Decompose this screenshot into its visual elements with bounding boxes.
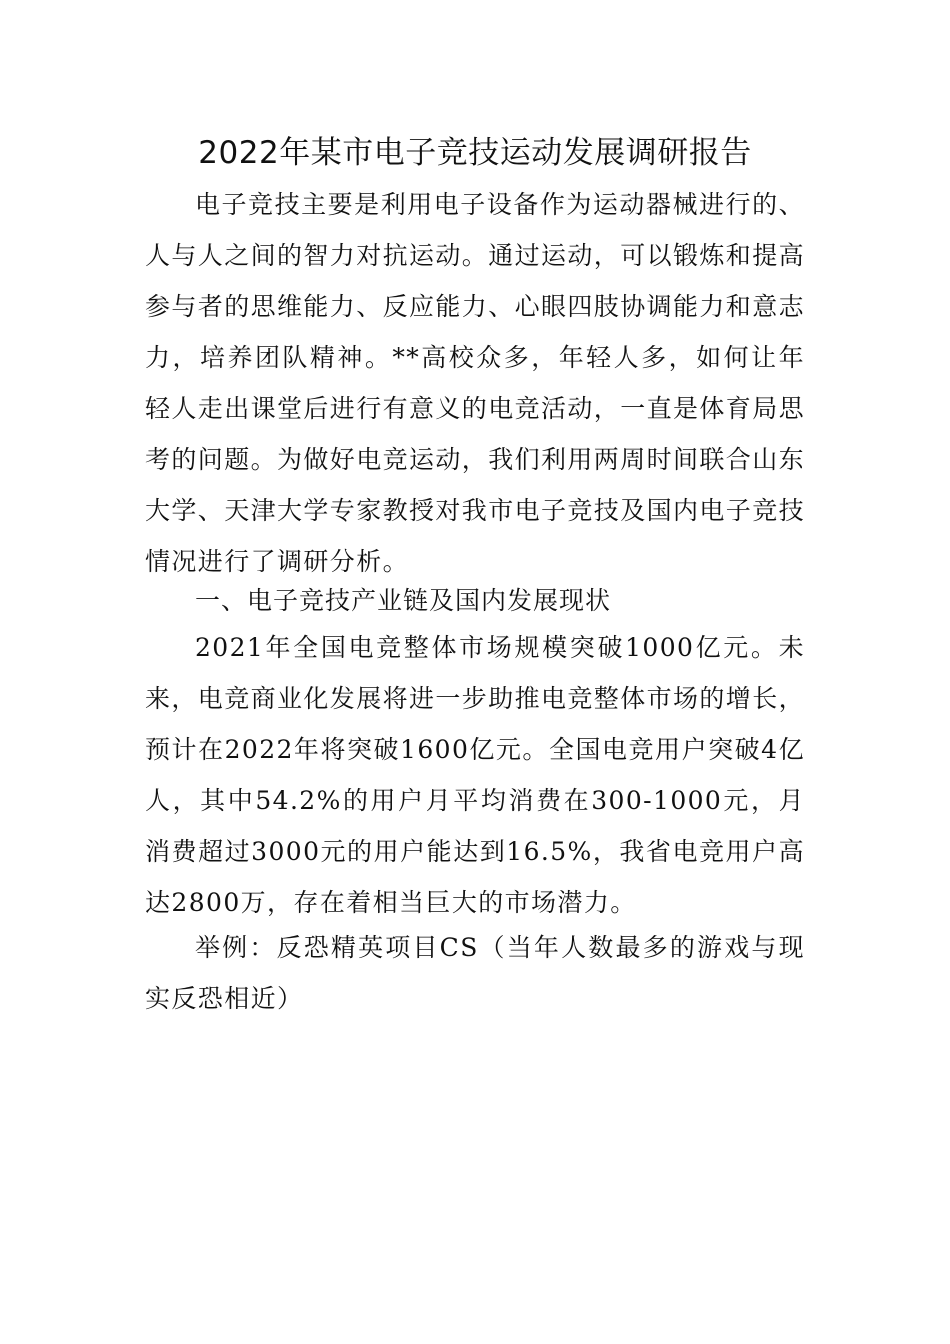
document-title: 2022年某市电子竞技运动发展调研报告 xyxy=(198,135,752,171)
market-paragraph: 2021年全国电竞整体市场规模突破1000亿元。未来，电竞商业化发展将进一步助推电竞整体市场的增长，预计在2022年将突破1600亿元。全国电竞用户突破4亿人，其中54.2%的用户月平均消费在300-1000元，月消费超过3000元的用户能达到16.5%，我省电竞用户高达2800万，存在着相当巨大的市场潜力。 xyxy=(145,633,806,917)
example-paragraph: 举例：反恐精英项目CS（当年人数最多的游戏与现实反恐相近） xyxy=(145,933,805,1013)
intro-paragraph: 电子竞技主要是利用电子设备作为运动器械进行的、人与人之间的智力对抗运动。通过运动，可以锻炼和提高参与者的思维能力、反应能力、心眼四肢协调能力和意志力，培养团队精神。**高校众多，年轻人多，如何让年轻人走出课堂后进行有意义的电竞活动，一直是体育局思考的问题。为做好电竞运动，我们利用两周时间联合山东大学、天津大学专家教授对我市电子竞技及国内电子竞技情况进行了调研分析。 xyxy=(145,190,806,576)
section-heading: 一、电子竞技产业链及国内发展现状 xyxy=(195,586,612,615)
